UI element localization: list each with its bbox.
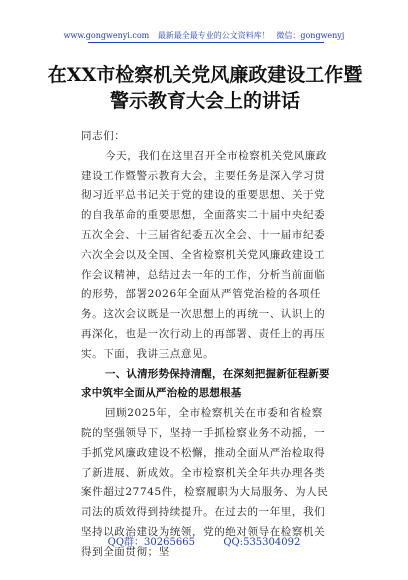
salutation: 同志们： [81,130,126,142]
header-wechat: 微信：gongwenyj [276,31,345,40]
paragraph-review: 回顾2025年，全市检察机关在市委和省检察院的坚强领导下，坚持一手抓检察业务不动摇，一手抓党风廉政建设不松懈，推动全面从严治检取得了新进展、新成效。全市检察机关全年共办理各类案件超过27745件，检察履职为大局服务、为人民司法的质效得到持续提升。在过去的一年里，我们坚持以政治建设为统领，党的绝对领导在检察机关得到全面贯彻；坚 [81,407,329,558]
document-body [81,127,331,563]
header-divider [88,42,324,43]
footer-qq: QQ:535304092 [223,537,301,548]
site-footer [0,533,408,548]
site-header [0,30,408,41]
footer-qq-group: QQ群：30265665 [107,537,195,548]
header-slogan: 最新最全最专业的公文资料库！ [157,31,270,40]
paragraph-opening: 今天，我们在这里召开全市检察机关党风廉政建设工作暨警示教育大会，主要任务是深入学习贯彻习近平总书记关于党的建设的重要思想、关于党的自我革命的重要思想，全面落实二十届中央纪委五次全会、十三届省纪委五次全会、十一届市纪委六次全会以及全国、全省检察机关党风廉政建设工作会议精神，总结过去一年的工作，分析当前面临的形势，部署2026年全面从严管党治检的各项任务。这次会议既是一次思想上的再统一、认识上的再深化，也是一次行动上的再部署、责任上的再压实。下面，我讲三点意见。 [81,149,327,360]
header-url-link[interactable]: www.gongwenyi.com [63,31,150,40]
document-title: 在XX市检察机关党风廉政建设工作暨警示教育大会上的讲话 [47,64,363,112]
section-heading-1: 一、认清形势保持清醒，在深刻把握新征程新要求中筑牢全面从严治检的思想根基 [81,367,330,400]
